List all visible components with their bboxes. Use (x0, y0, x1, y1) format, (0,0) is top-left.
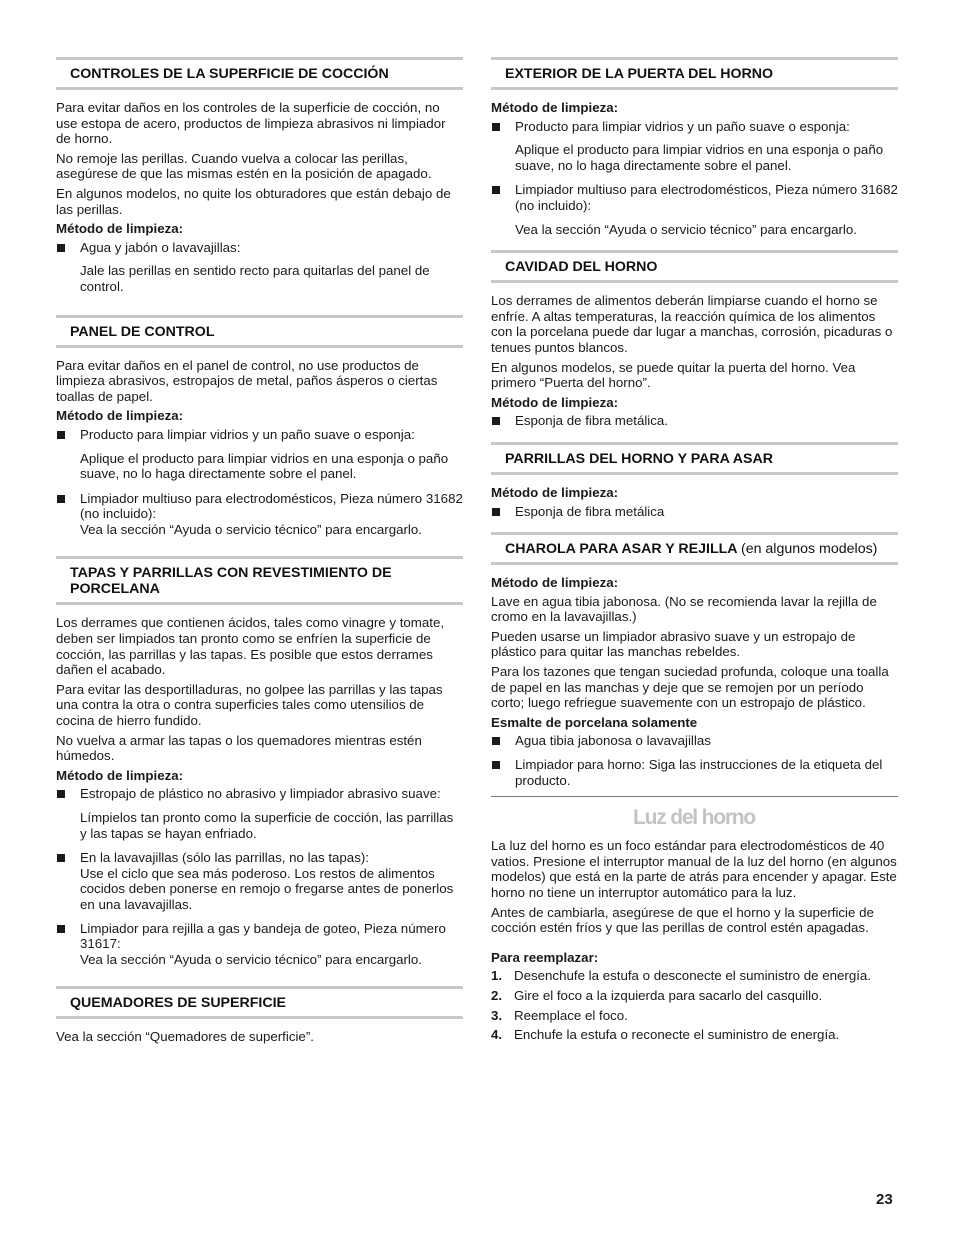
step-text: Reemplace el foco. (514, 1007, 628, 1023)
paragraph: Pueden usarse un limpiador abrasivo suave y un estropajo de plástico para quitar las manchas rebeldes. (491, 628, 856, 660)
paragraph: Vea la sección “Quemadores de superficie”. (56, 1029, 314, 1045)
step-text: Enchufe la estufa o reconecte el suministro de energía. (514, 1027, 840, 1043)
paragraph: Para evitar las desportilladuras, no golpee las parrillas y las tapas una contra la otra o contra superficies tales como utensilios de cocina de hierro fundido. (56, 681, 443, 729)
step-number: 4. (491, 1027, 503, 1043)
bullet-item: Esponja de fibra metálica (491, 504, 898, 520)
section-heading-broiler-pan (491, 532, 898, 565)
bullet-item: Agua y jabón o lavavajillas: (56, 240, 463, 256)
bullet-text: Use el ciclo que sea más poderoso. Los restos de alimentos cocidos deben ponerse en remojo o fregarse antes de ponerlos en una lavavajillas. (80, 865, 454, 912)
bullet-text: Limpiador para rejilla a gas y bandeja de goteo, Pieza número 31617: (80, 920, 446, 952)
bullet-item: Estropajo de plástico no abrasivo y limpiador abrasivo suave: (56, 786, 463, 802)
section-heading-surface-controls: CONTROLES DE LA SUPERFICIE DE COCCIÓN (56, 57, 463, 90)
paragraph: Los derrames de alimentos deberán limpiarse cuando el horno se enfríe. A altas temperaturas, la reacción química de los alimentos con la porcelana puede dar lugar a manchas, corrosión, picaduras o tenues puntos blancos. (491, 293, 893, 355)
paragraph: En algunos modelos, no quite los obturadores que están debajo de las perillas. (56, 185, 451, 217)
step-number: 1. (491, 968, 503, 984)
numbered-step (491, 1027, 898, 1043)
section-heading-porcelain-caps (56, 556, 463, 605)
bullet-text: En la lavavajillas (sólo las parrillas, no las tapas): (80, 850, 369, 866)
heading-note: (en algunos modelos) (740, 541, 878, 558)
paragraph: No remoje las perillas. Cuando vuelva a colocar las perillas, asegúrese de que las mismas estén en la posición de apagado. (56, 150, 432, 182)
paragraph: No vuelva a armar las tapas o los quemadores mientras estén húmedos. (56, 732, 422, 764)
heading-line: TAPAS Y PARRILLAS CON REVESTIMIENTO DE (70, 565, 392, 582)
replace-label: Para reemplazar: (491, 949, 599, 965)
numbered-step (491, 968, 898, 984)
step-number: 2. (491, 987, 503, 1003)
bullet-item (56, 491, 463, 538)
paragraph: Para evitar daños en el panel de control, no use productos de limpieza abrasivos, estropajos de metal, paños ásperos o ciertas toallas de papel. (56, 357, 438, 404)
bullet-item: Esponja de fibra metálica. (491, 413, 898, 429)
bullet-note: Aplique el producto para limpiar vidrios en una esponja o paño suave, no lo haga directamente sobre el panel. (515, 142, 884, 173)
paragraph: Para evitar daños en los controles de la superficie de cocción, no use estopa de acero, productos de limpieza abrasivos ni limpiador de horno. (56, 100, 446, 147)
section-heading-oven-door-exterior: EXTERIOR DE LA PUERTA DEL HORNO (491, 57, 898, 90)
numbered-step (491, 1008, 898, 1024)
page-number: 23 (876, 1191, 893, 1208)
bullet-item: Limpiador multiuso para electrodomésticos, Pieza número 31682 (no incluido): (491, 182, 898, 213)
method-label: Método de limpieza: (491, 100, 619, 115)
section-heading-oven-cavity: CAVIDAD DEL HORNO (491, 250, 898, 283)
paragraph: Para los tazones que tengan suciedad profunda, coloque una toalla de papel en las manchas y deje que se remojen por un período corto; luego refriegue suavemente con un estropajo de plástico. (491, 664, 889, 711)
paragraph: Lave en agua tibia jabonosa. (No se recomienda lavar la rejilla de cromo en la lavavajillas.) (491, 593, 877, 625)
paragraph: Antes de cambiarla, asegúrese de que el horno y la superficie de cocción estén fríos y que las perillas de control estén apagadas. (491, 904, 874, 936)
heading-text: CHAROLA PARA ASAR Y REJILLA (505, 541, 738, 558)
section-heading-control-panel: PANEL DE CONTROL (56, 315, 463, 348)
bullet-item (56, 921, 463, 968)
enamel-label: Esmalte de porcelana solamente (491, 714, 698, 730)
section-heading-surface-burners: QUEMADORES DE SUPERFICIE (56, 986, 463, 1019)
numbered-step (491, 988, 898, 1004)
left-column (56, 57, 463, 1049)
method-label: Método de limpieza: (56, 408, 184, 424)
section-title-oven-light: Luz del horno (491, 796, 898, 838)
bullet-item: Limpiador para horno: Siga las instrucciones de la etiqueta del producto. (491, 757, 898, 788)
paragraph: La luz del horno es un foco estándar para electrodomésticos de 40 vatios. Presione el interruptor manual de la luz del horno (en algunos modelos) que está en la parte de atrás para encender y apagar. Este horno no tiene un interruptor automático para la luz. (491, 838, 897, 900)
bullet-item: Agua tibia jabonosa o lavavajillas (491, 733, 898, 749)
bullet-text: Limpiador multiuso para electrodomésticos, Pieza número 31682 (no incluido): (80, 490, 463, 522)
heading-line: PORCELANA (70, 581, 160, 598)
bullet-text: Vea la sección “Ayuda o servicio técnico” para encargarlo. (80, 521, 422, 537)
bullet-item: Producto para limpiar vidrios y un paño suave o esponja: (491, 119, 898, 135)
method-label: Método de limpieza: (491, 394, 619, 410)
step-text: Gire el foco a la izquierda para sacarlo del casquillo. (514, 987, 823, 1003)
section-heading-oven-racks: PARRILLAS DEL HORNO Y PARA ASAR (491, 442, 898, 475)
bullet-note: Aplique el producto para limpiar vidrios en una esponja o paño suave, no lo haga directamente sobre el panel. (80, 450, 449, 482)
bullet-note: Límpielos tan pronto como la superficie de cocción, las parrillas y las tapas se hayan enfriado. (80, 810, 454, 841)
right-column (491, 57, 898, 1047)
bullet-note: Jale las perillas en sentido recto para quitarlas del panel de control. (80, 263, 430, 294)
paragraph: Los derrames que contienen ácidos, tales como vinagre y tomate, deben ser limpiados tan pronto como se enfríen la superficie de cocción, las parrillas y las tapas. Es posible que estos derrames dañen el acabado. (56, 615, 445, 678)
method-label: Método de limpieza: (56, 221, 184, 237)
step-number: 3. (491, 1007, 503, 1023)
bullet-text: Vea la sección “Ayuda o servicio técnico” para encargarlo. (80, 951, 422, 967)
bullet-note: Vea la sección “Ayuda o servicio técnico” para encargarlo. (515, 221, 857, 237)
step-text: Desenchufe la estufa o desconecte el suministro de energía. (514, 968, 872, 984)
method-label: Método de limpieza: (491, 484, 619, 500)
method-label: Método de limpieza: (491, 575, 619, 591)
method-label: Método de limpieza: (56, 767, 184, 783)
paragraph: En algunos modelos, se puede quitar la puerta del horno. Vea primero “Puerta del horno”. (491, 359, 856, 391)
bullet-item: Producto para limpiar vidrios y un paño suave o esponja: (56, 427, 463, 443)
bullet-item (56, 850, 463, 912)
